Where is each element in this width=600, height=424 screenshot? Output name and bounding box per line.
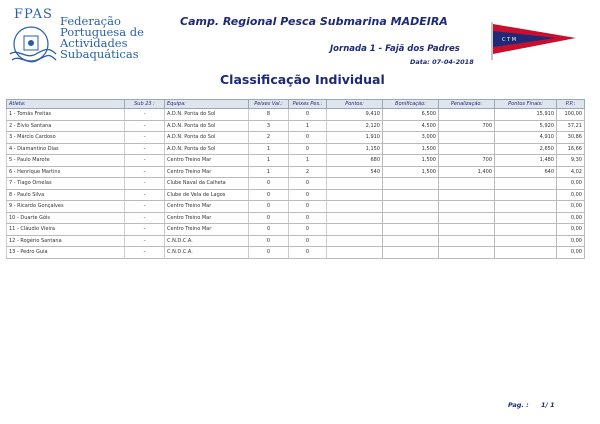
table-cell: 10 - Duarte Góis — [7, 212, 125, 224]
table-cell: - — [125, 178, 165, 190]
table-cell — [383, 201, 439, 213]
table-cell: 12 - Rogério Santana — [7, 235, 125, 247]
table-cell — [495, 235, 557, 247]
table-row — [7, 132, 585, 144]
table-cell: 0 — [289, 247, 327, 259]
table-header-row — [7, 100, 585, 109]
table-cell: - — [125, 224, 165, 236]
table-row — [7, 224, 585, 236]
table-cell: 0 — [289, 189, 327, 201]
table-cell: 2 — [249, 132, 289, 144]
table-cell: 0 — [289, 109, 327, 121]
table-cell: 1,480 — [495, 155, 557, 167]
table-cell: 4 - Diamantino Dias — [7, 143, 125, 155]
table-cell: 0,00 — [557, 178, 585, 190]
table-cell: 1 — [289, 120, 327, 132]
table-cell — [383, 178, 439, 190]
table-cell: - — [125, 189, 165, 201]
table-cell — [327, 247, 383, 259]
table-cell: 0 — [249, 189, 289, 201]
table-cell: 0,00 — [557, 224, 585, 236]
table-row — [7, 166, 585, 178]
table-cell — [383, 212, 439, 224]
table-cell: 0 — [289, 212, 327, 224]
table-cell: 0 — [289, 224, 327, 236]
col-header: Bonificação: — [383, 100, 439, 109]
table-cell: 2,120 — [327, 120, 383, 132]
table-row — [7, 143, 585, 155]
table-cell — [383, 247, 439, 259]
table-cell — [495, 201, 557, 213]
table-cell: 8 — [249, 109, 289, 121]
table-cell: 6,500 — [383, 109, 439, 121]
table-cell: 680 — [327, 155, 383, 167]
table-cell — [327, 178, 383, 190]
table-cell: - — [125, 132, 165, 144]
table-cell: 0 — [289, 143, 327, 155]
col-header: Atleta: — [7, 100, 125, 109]
table-cell: 1 — [289, 155, 327, 167]
table-cell: Clube Naval da Calheta — [165, 178, 249, 190]
table-row — [7, 189, 585, 201]
table-cell — [327, 212, 383, 224]
table-cell — [439, 224, 495, 236]
table-cell — [439, 247, 495, 259]
col-header: Pontos: — [327, 100, 383, 109]
table-cell: Centro Treino Mar — [165, 155, 249, 167]
table-cell: 700 — [439, 155, 495, 167]
table-cell: 2,650 — [495, 143, 557, 155]
col-header: Equipa: — [165, 100, 249, 109]
table-cell: 1 — [249, 155, 289, 167]
col-header: Peixes Pes.: — [289, 100, 327, 109]
table-cell: 0,00 — [557, 189, 585, 201]
table-cell — [439, 178, 495, 190]
table-cell: 0 — [289, 178, 327, 190]
table-cell: 4,02 — [557, 166, 585, 178]
table-cell — [327, 235, 383, 247]
table-cell: 540 — [327, 166, 383, 178]
col-header: Penalização: — [439, 100, 495, 109]
table-cell — [383, 224, 439, 236]
table-cell: - — [125, 109, 165, 121]
table-cell: Clube de Vela de Lagos — [165, 189, 249, 201]
table-row — [7, 178, 585, 190]
table-cell: 30,86 — [557, 132, 585, 144]
table-cell — [495, 224, 557, 236]
table-cell — [383, 235, 439, 247]
table-cell: A.D.N. Ponta do Sol — [165, 143, 249, 155]
table-cell: 0 — [249, 201, 289, 213]
table-cell: 2 — [289, 166, 327, 178]
table-cell — [327, 224, 383, 236]
table-cell — [495, 247, 557, 259]
table-cell: 0 — [289, 235, 327, 247]
table-cell — [495, 178, 557, 190]
table-cell: A.D.N. Ponta do Sol — [165, 109, 249, 121]
page-title: Classificação Individual — [220, 72, 385, 87]
table-cell — [327, 189, 383, 201]
date-label: Data: 07-04-2018 — [410, 58, 474, 66]
table-cell: Centro Treino Mar — [165, 201, 249, 213]
table-cell: - — [125, 120, 165, 132]
fpas-logo — [6, 8, 154, 70]
jornada-label: Jornada 1 - Fajã dos Padres — [330, 44, 460, 54]
table-cell: 1,500 — [383, 155, 439, 167]
table-cell — [439, 201, 495, 213]
table-cell: 16,66 — [557, 143, 585, 155]
table-cell: 3 - Márcio Cardoso — [7, 132, 125, 144]
page-number — [508, 401, 565, 409]
table-cell: 700 — [439, 120, 495, 132]
table-row — [7, 201, 585, 213]
table-cell: 4,910 — [495, 132, 557, 144]
table-cell: 100,00 — [557, 109, 585, 121]
table-cell — [495, 189, 557, 201]
table-cell: 0,00 — [557, 212, 585, 224]
table-row — [7, 235, 585, 247]
table-cell: 1,150 — [327, 143, 383, 155]
logo-line: Subaquáticas — [60, 47, 139, 61]
table-cell: C.N.D.C.A. — [165, 235, 249, 247]
table-cell: 5,920 — [495, 120, 557, 132]
table-cell: 5 - Paulo Marote — [7, 155, 125, 167]
table-cell: A.D.N. Ponta do Sol — [165, 132, 249, 144]
table-cell: - — [125, 212, 165, 224]
col-header: P.P.: — [557, 100, 585, 109]
table-cell: 8 - Paulo Silva — [7, 189, 125, 201]
table-cell: - — [125, 247, 165, 259]
logo-line: Portuguesa de — [60, 25, 144, 39]
table-cell: 0 — [249, 178, 289, 190]
table-cell: 1,400 — [439, 166, 495, 178]
table-cell: 0 — [249, 247, 289, 259]
table-cell: 11 - Cláudio Vieira — [7, 224, 125, 236]
classification-table — [6, 99, 585, 259]
table-cell: 0 — [249, 235, 289, 247]
table-cell: 9,410 — [327, 109, 383, 121]
page-label: Pag. : — [508, 401, 529, 409]
table-cell: 0 — [289, 201, 327, 213]
table-cell: 15,910 — [495, 109, 557, 121]
table-cell — [439, 235, 495, 247]
table-cell: 0 — [249, 224, 289, 236]
logo-line: Actividades — [60, 36, 128, 50]
table-cell: 640 — [495, 166, 557, 178]
table-row — [7, 247, 585, 259]
table-cell — [383, 189, 439, 201]
table-cell: 4,500 — [383, 120, 439, 132]
table-cell: 3 — [249, 120, 289, 132]
table-cell: - — [125, 143, 165, 155]
table-cell — [439, 132, 495, 144]
table-cell: 9 - Ricardo Gonçalves — [7, 201, 125, 213]
table-cell: C.N.D.C.A. — [165, 247, 249, 259]
page-value: 1/ 1 — [540, 401, 555, 409]
logo-line: Federação — [60, 14, 121, 28]
table-cell: Centro Treino Mar — [165, 212, 249, 224]
table-cell: 1,500 — [383, 166, 439, 178]
table-row — [7, 155, 585, 167]
table-cell: 1,910 — [327, 132, 383, 144]
table-cell: - — [125, 166, 165, 178]
table-cell: - — [125, 235, 165, 247]
table-cell — [495, 212, 557, 224]
table-cell: 13 - Pedro Guia — [7, 247, 125, 259]
table-row — [7, 212, 585, 224]
table-cell: 6 - Henrique Martins — [7, 166, 125, 178]
page-header-title: Camp. Regional Pesca Submarina MADEIRA — [180, 15, 448, 28]
table-cell: Centro Treino Mar — [165, 224, 249, 236]
table-cell — [439, 109, 495, 121]
table-row — [7, 109, 585, 121]
table-cell: 1 — [249, 166, 289, 178]
table-cell: 0 — [289, 132, 327, 144]
table-cell: 2 - Élvio Santana — [7, 120, 125, 132]
logo-abbreviation: FPAS — [14, 7, 53, 22]
col-header: Pontos Finais: — [495, 100, 557, 109]
table-cell: 1 — [249, 143, 289, 155]
table-cell: A.D.N. Ponta do Sol — [165, 120, 249, 132]
table-cell: 1 - Tomás Freitas — [7, 109, 125, 121]
table-cell: - — [125, 155, 165, 167]
table-cell: 0,00 — [557, 247, 585, 259]
table-cell: 9,30 — [557, 155, 585, 167]
table-cell: 7 - Tiago Ornelas — [7, 178, 125, 190]
ctm-flag-icon — [490, 20, 580, 62]
table-cell: 3,000 — [383, 132, 439, 144]
table-cell: 0,00 — [557, 201, 585, 213]
table-cell — [439, 212, 495, 224]
col-header: Peixes Val.: — [249, 100, 289, 109]
table-cell: 37,21 — [557, 120, 585, 132]
table-cell: 1,500 — [383, 143, 439, 155]
table-cell — [439, 189, 495, 201]
table-cell: 0,00 — [557, 235, 585, 247]
table-cell: Centro Treino Mar — [165, 166, 249, 178]
table-cell — [439, 143, 495, 155]
table-cell: - — [125, 201, 165, 213]
table-cell: 0 — [249, 212, 289, 224]
flag-text: C T M — [502, 37, 517, 43]
table-cell — [327, 201, 383, 213]
table-row — [7, 120, 585, 132]
logo-federation-name — [60, 16, 144, 60]
col-header: Sub 23 : — [125, 100, 165, 109]
